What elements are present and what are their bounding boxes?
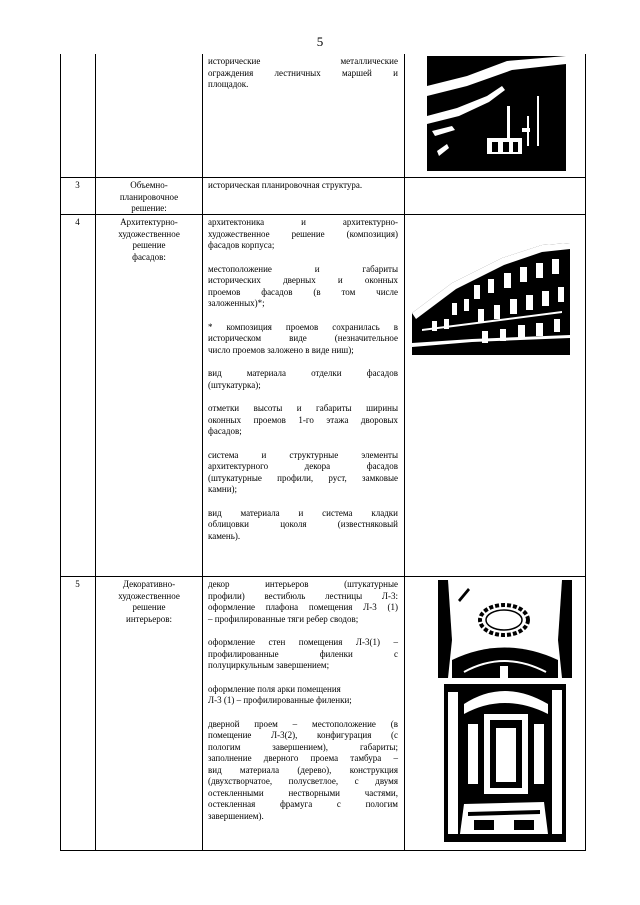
desc-line: профилированные филенки с [208,648,398,659]
desc-paragraph [208,579,398,625]
name-line: Архитектурно- [120,217,178,227]
name-line: фасадов: [132,251,166,262]
desc-line: декор интерьеров (штукатурные [208,579,398,589]
desc-line: оконных проемов 1-го этажа дворовых [208,414,398,425]
desc-line: площадок. [208,79,249,89]
desc-line: местоположение и габариты [208,263,398,274]
desc-line: (штукатурные профили, руст, замковые [208,472,398,483]
desc-line: вид материала (дерево), конструкция [208,764,398,775]
row-number: 3 [75,180,80,190]
name-line: Декоративно- [122,579,176,589]
desc-line: (двухстворчатое, полусветлое, с двумя [208,776,398,786]
desc-line: ограждения лестничных маршей и [208,67,398,78]
desc-paragraph [208,508,398,543]
desc-line: архитектурного декора фасадов [208,461,398,471]
name-line: интерьеров: [126,613,172,624]
desc-paragraph [208,403,398,438]
row4-description [208,217,398,542]
desc-line: пологим завершением), габариты; [208,741,398,752]
desc-line: историческом виде (незначительное [208,333,398,343]
desc-line: фасадов корпуса; [208,240,275,250]
desc-line: (штукатурка); [208,379,261,390]
desc-paragraph [208,684,398,707]
photo-arch-interior [444,684,566,842]
desc-line: заложенных)*; [208,298,265,308]
row4-name [96,217,202,263]
row5-number [60,579,95,591]
photo-ceiling-plafond [438,580,572,678]
desc-line: профили) вестибюль лестницы Л-3: [208,590,398,601]
name-line: художественное [118,590,180,601]
desc-line: камни); [208,484,238,494]
page-number: 5 [316,34,324,49]
desc-line: Л-3 (1) – профилированные филенки; [208,695,352,705]
desc-line: вид материала отделки фасадов [208,368,398,378]
desc-line: оформление стен помещения Л-3(1) – [208,637,398,647]
desc-line: полуциркульным завершением; [208,660,330,670]
row3-number [60,180,95,192]
row3-description [208,180,398,192]
row-number: 4 [75,217,80,227]
desc-line: облицовки цоколя (известняковый [208,519,398,529]
desc-line: система и структурные элементы [208,449,398,460]
desc-line: отметки высоты и габариты ширины [208,403,398,413]
desc-line: исторические металлические [208,56,398,66]
desc-line: исторических дверных и оконных [208,275,398,285]
photo-staircase-railing [427,56,566,171]
name-line: художественное [118,228,180,239]
desc-line: число проемов заложено в виде ниш); [208,344,354,355]
desc-line: проемов фасадов (в том числе [208,286,398,297]
row5-name [96,579,202,625]
desc-line: * композиция проемов сохранилась в [208,321,398,332]
desc-line: оформление поля арки помещения [208,683,341,694]
desc-line: камень). [208,530,241,541]
name-line: решение: [131,203,167,213]
row1-description [208,56,398,91]
desc-paragraph [208,450,398,496]
desc-line: оформление плафона помещения Л-3 (1) [208,602,398,612]
desc-line: помещение Л-3(2), конфигурация (с [208,730,398,740]
desc-line: завершением). [208,810,264,821]
row-number: 5 [75,579,80,589]
desc-line: дверной проем – местоположение (в [208,718,398,729]
desc-paragraph [208,637,398,672]
desc-paragraph [208,217,398,252]
name-line: решение [132,240,166,250]
desc-line: историческая планировочная структура. [208,180,363,190]
name-line: Объемно- [130,180,168,190]
desc-line: фасадов; [208,426,242,436]
row5-description [208,579,398,822]
desc-paragraph [208,322,398,357]
desc-line: остекленная фрамуга с пологим [208,799,398,809]
name-line: решение [132,602,166,612]
desc-line: заполнение дверного проема тамбура – [208,753,398,763]
row3-name [96,180,202,215]
desc-line: архитектоника и архитектурно- [208,217,398,227]
desc-line: – профилированные тяги ребер сводов; [208,613,359,624]
row4-number [60,217,95,229]
photo-facade [412,243,570,355]
desc-paragraph [208,719,398,823]
desc-paragraph [208,264,398,310]
desc-paragraph [208,368,398,391]
desc-line: вид материала и система кладки [208,507,398,518]
name-line: планировочное [119,191,179,202]
desc-line: остекленными нестворными частями, [208,787,398,798]
desc-line: художественное решение (композиция) [208,228,398,239]
